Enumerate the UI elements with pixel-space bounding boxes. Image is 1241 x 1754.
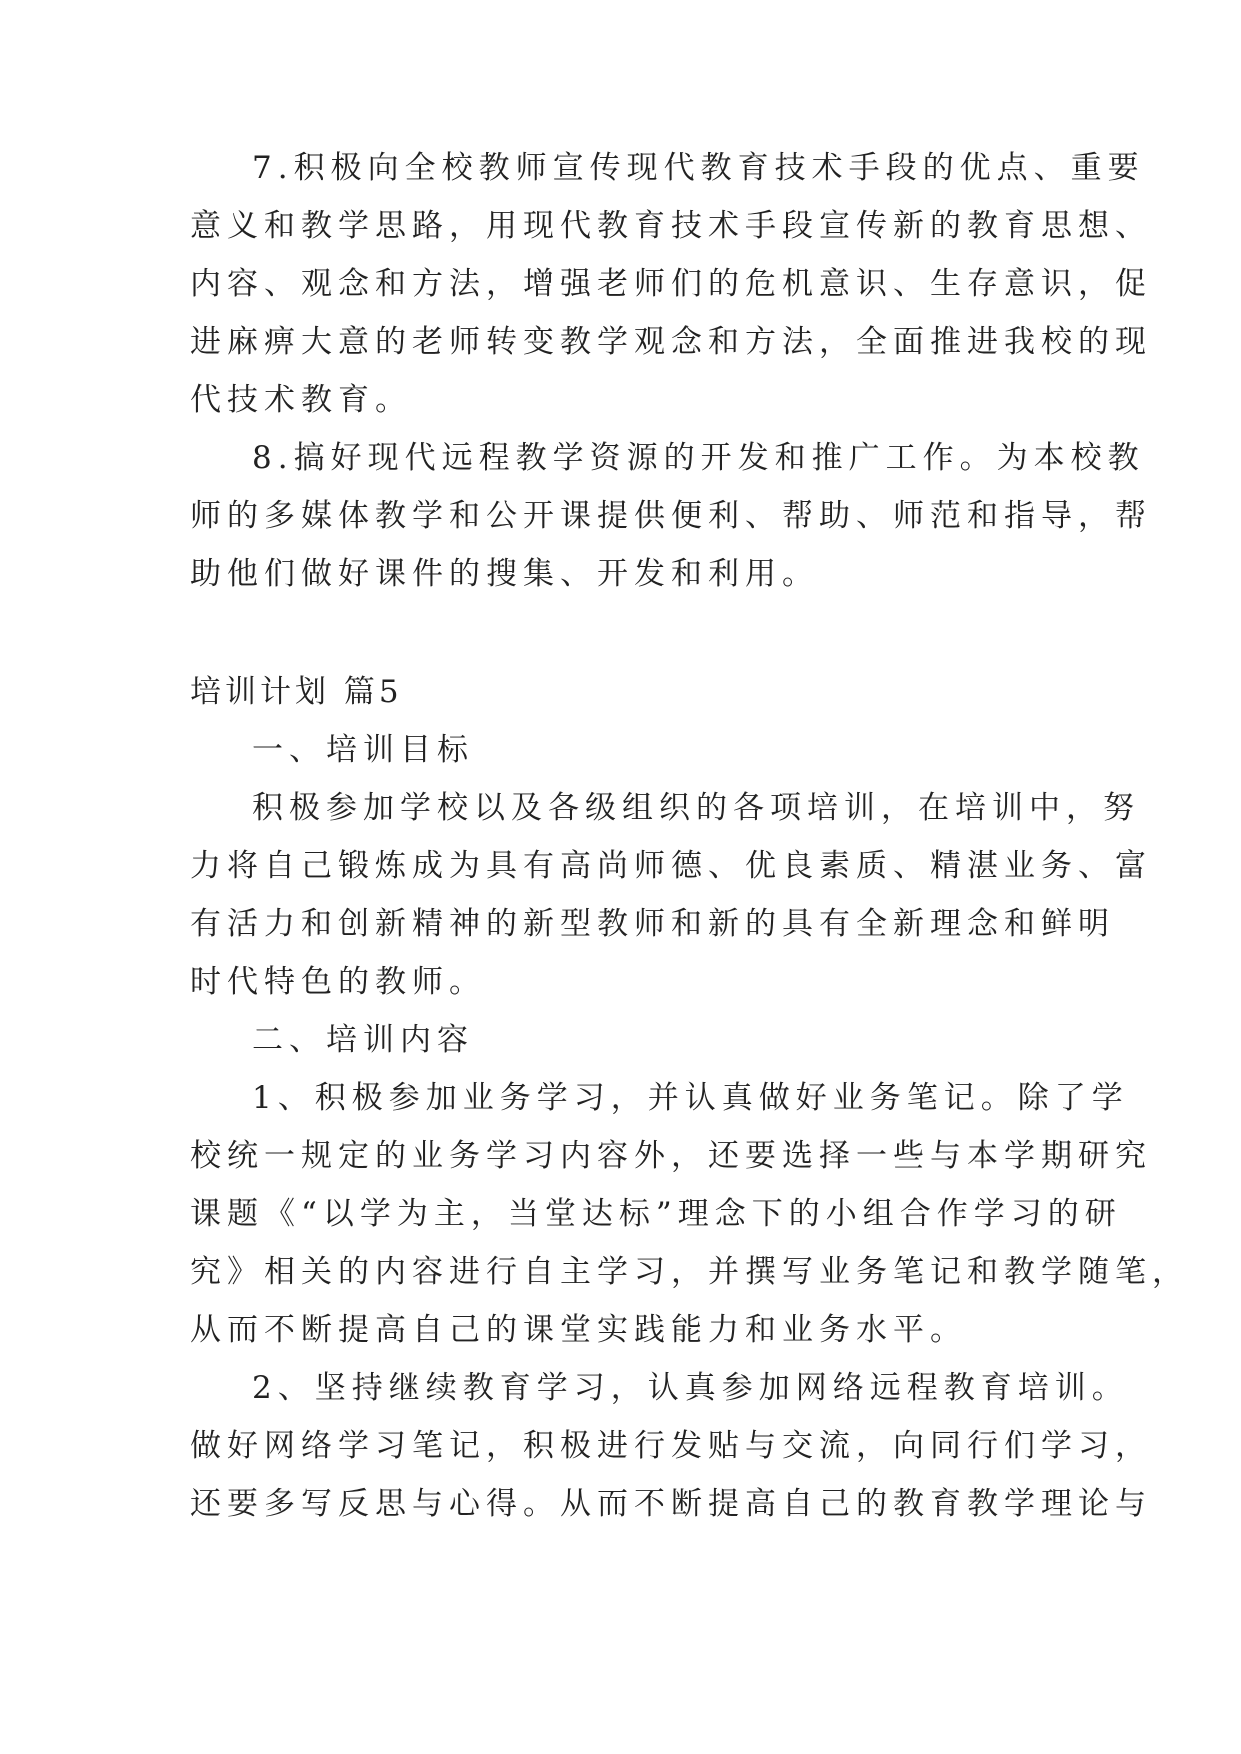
- paragraph-line: 究》相关的内容进行自主学习，并撰写业务笔记和教学随笔，: [190, 1254, 1189, 1290]
- paragraph-line: 8.搞好现代远程教学资源的开发和推广工作。为本校教: [252, 440, 1145, 476]
- paragraph-line: 积极参加学校以及各级组织的各项培训，在培训中，努: [252, 790, 1140, 826]
- paragraph-line: 1、积极参加业务学习，并认真做好业务笔记。除了学: [252, 1080, 1129, 1116]
- paragraph-line: 助他们做好课件的搜集、开发和利用。: [190, 556, 819, 592]
- subheading: 一、培训目标: [252, 732, 474, 768]
- paragraph-line: 还要多写反思与心得。从而不断提高自己的教育教学理论与: [190, 1486, 1152, 1522]
- paragraph-line: 校统一规定的业务学习内容外，还要选择一些与本学期研究: [190, 1138, 1152, 1174]
- paragraph-line: 2、坚持继续教育学习，认真参加网络远程教育培训。: [252, 1370, 1129, 1406]
- paragraph-line: 做好网络学习笔记，积极进行发贴与交流，向同行们学习，: [190, 1428, 1152, 1464]
- paragraph-line: 代技术教育。: [190, 382, 412, 418]
- paragraph-line: 有活力和创新精神的新型教师和新的具有全新理念和鲜明: [190, 906, 1115, 942]
- paragraph-line: 时代特色的教师。: [190, 964, 486, 1000]
- subheading: 二、培训内容: [252, 1022, 474, 1058]
- paragraph-line: 进麻痹大意的老师转变教学观念和方法，全面推进我校的现: [190, 324, 1152, 360]
- paragraph-line: 师的多媒体教学和公开课提供便利、帮助、师范和指导，帮: [190, 498, 1152, 534]
- paragraph-line: 力将自己锻炼成为具有高尚师德、优良素质、精湛业务、富: [190, 848, 1152, 884]
- paragraph-line: 从而不断提高自己的课堂实践能力和业务水平。: [190, 1312, 967, 1348]
- paragraph-line: 意义和教学思路，用现代教育技术手段宣传新的教育思想、: [190, 208, 1152, 244]
- paragraph-line: 7.积极向全校教师宣传现代教育技术手段的优点、重要: [252, 150, 1145, 186]
- paragraph-line: 课题《“以学为主，当堂达标”理念下的小组合作学习的研: [190, 1196, 1122, 1232]
- section-title: 培训计划 篇5: [190, 674, 403, 710]
- paragraph-line: 内容、观念和方法，增强老师们的危机意识、生存意识，促: [190, 266, 1152, 302]
